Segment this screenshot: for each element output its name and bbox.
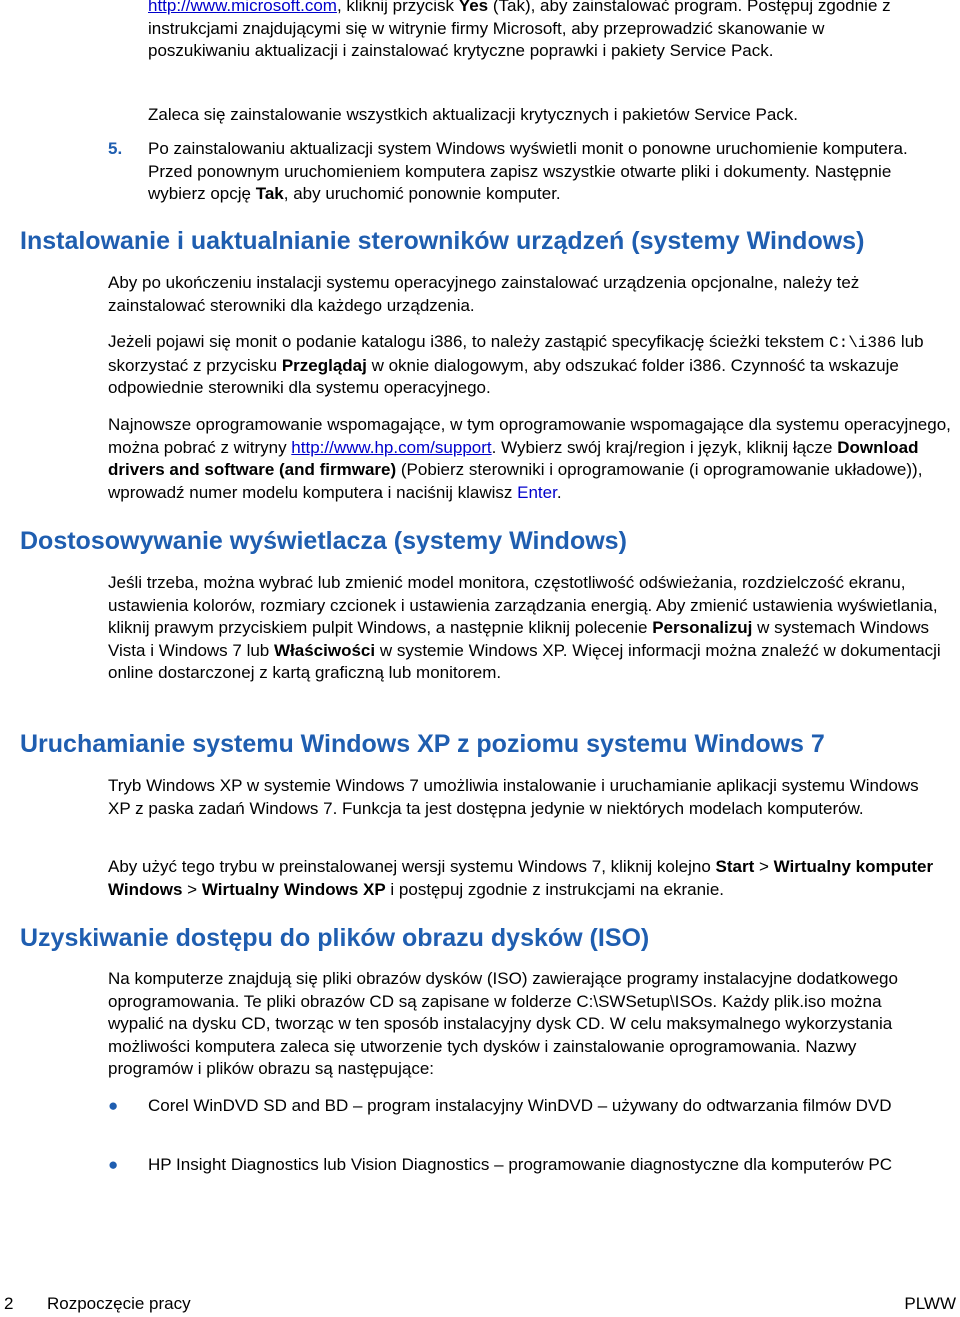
browse-button-label: Przeglądaj xyxy=(281,355,367,375)
drivers-p2-b: lub skorzystać z przycisku xyxy=(108,332,924,375)
heading-xp-mode: Uruchamianie systemu Windows XP z poziomu systemu Windows 7 xyxy=(20,730,825,758)
heading-display: Dostosowywanie wyświetlacza (systemy Windows) xyxy=(20,527,627,555)
drivers-p2-c: w oknie dialogowym, aby odszukać folder i386. Czynność ta wskazuje odpowiednie sterowniki dla systemu operacyjnego. xyxy=(108,355,899,398)
list-item: HP Insight Diagnostics lub Vision Diagnostics – programowanie diagnostyczne dla komputerów PC xyxy=(148,1155,892,1174)
list-item: Corel WinDVD SD and BD – program instalacyjny WinDVD – używany do odtwarzania filmów DVD xyxy=(148,1096,892,1115)
drivers-paragraph-1: Aby po ukończeniu instalacji systemu operacyjnego zainstalować urządzenia opcjonalne, należy też zainstalować sterowniki dla każdego urządzenia. xyxy=(108,273,860,315)
intro-paragraph xyxy=(148,0,918,63)
microsoft-link[interactable]: http://www.microsoft.com xyxy=(148,0,337,15)
xp-mode-paragraph-1: Tryb Windows XP w systemie Windows 7 umożliwia instalowanie i uruchamianie aplikacji systemu Windows XP z paska zadań Windows 7. Funkcja ta jest dostępna jedynie w niektórych modelach komputerów. xyxy=(108,776,919,818)
step-5-text xyxy=(148,138,918,206)
heading-drivers: Instalowanie i uaktualnianie sterowników urządzeń (systemy Windows) xyxy=(20,227,865,255)
intro-text-a: , kliknij przycisk xyxy=(336,0,459,15)
virtual-xp-label: Wirtualny Windows XP xyxy=(201,879,386,899)
step-number: 5. xyxy=(108,139,123,158)
start-label: Start xyxy=(715,857,755,876)
locale-code: PLWW xyxy=(904,1294,956,1313)
virtual-pc-label: Wirtualny komputer Windows xyxy=(108,857,934,899)
xp-p2-gt1: > xyxy=(754,857,774,876)
step-5-text-a: Po zainstalowaniu aktualizacji system Windows wyświetli monit o ponowne uruchomienie komputera. Przed ponownym uruchomieniem komputera zapisz wszystkie otwarte pliki i dokumenty. Następnie wybierz opcję xyxy=(148,139,908,204)
path-code: C:\i386 xyxy=(828,334,897,352)
display-p1-c: w systemie Windows XP. Więcej informacji można znaleźć w dokumentacji online dostarczonej z kartą graficzną lub monitorem. xyxy=(108,640,941,683)
display-p1-b: w systemach Windows Vista i Windows 7 lub xyxy=(108,618,930,660)
service-pack-note: Zaleca się zainstalowanie wszystkich aktualizacji krytycznych i pakietów Service Pack. xyxy=(148,105,799,124)
heading-iso: Uzyskiwanie dostępu do plików obrazu dysków (ISO) xyxy=(20,924,650,952)
hp-support-link[interactable]: http://www.hp.com/support xyxy=(291,437,492,457)
drivers-p3-d: . xyxy=(556,482,562,502)
drivers-p3-b: . Wybierz swój kraj/region i język, kliknij łącze xyxy=(491,437,838,457)
xp-p2-c: i postępuj zgodnie z instrukcjami na ekranie. xyxy=(385,879,724,899)
download-drivers-label: Download drivers and software (and firmware) xyxy=(108,437,919,480)
intro-text-b: (Tak), aby zainstalować program. Postępuj zgodnie z instrukcjami znajdującymi się w witrynie firmy Microsoft, aby przeprowadzić skanowanie w poszukiwaniu aktualizacji i zainstalować krytyczne poprawki i pakiety Service Pack. xyxy=(148,0,891,61)
xp-mode-paragraph-2 xyxy=(108,856,948,901)
bullet-icon: ● xyxy=(108,1155,119,1174)
iso-paragraph: Na komputerze znajdują się pliki obrazów dysków (ISO) zawierające programy instalacyjne dodatkowego oprogramowania. Te pliki obrazów CD są zapisane w folderze C:\SWSetup\ISOs. Każdy plik.iso można wypalić na dysku CD, tworząc w ten sposób instalacyjny dysk CD. W celu maksymalnego wykorzystania możliwości komputera zaleca się utworzenie tych dysków i zainstalowanie oprogramowania. Nazwy programów i plików obrazu są następujące: xyxy=(108,969,898,1079)
yes-label: Yes xyxy=(458,0,489,15)
drivers-p3-a: Najnowsze oprogramowanie wspomagające, w tym oprogramowanie wspomagające dla systemu operacyjnego, można pobrać z witryny xyxy=(108,415,951,457)
bullet-icon: ● xyxy=(108,1096,119,1115)
chapter-title: Rozpoczęcie pracy xyxy=(47,1294,191,1313)
page-number: 2 xyxy=(4,1294,14,1313)
display-p1-a: Jeśli trzeba, można wybrać lub zmienić model monitora, częstotliwość odświeżania, rozdzielczość ekranu, ustawienia kolorów, rozmiary czcionek i ustawienia zarządzania energią. Aby zmienić ustawienia wyświetlania, kliknij prawym przyciskiem pulpit Windows, a następnie kliknij polecenie xyxy=(108,573,938,638)
personalize-label: Personalizuj xyxy=(652,618,753,638)
xp-p2-gt2: > xyxy=(182,879,202,899)
drivers-p3-c: (Pobierz sterowniki i oprogramowanie (i oprogramowanie układowe)), wprowadź numer modelu komputera i naciśnij klawisz xyxy=(108,460,923,502)
drivers-paragraph-3 xyxy=(108,414,953,504)
properties-label: Właściwości xyxy=(273,640,376,660)
display-paragraph xyxy=(108,572,943,685)
drivers-paragraph-2 xyxy=(108,331,946,400)
xp-p2-a: Aby użyć tego trybu w preinstalowanej wersji systemu Windows 7, kliknij kolejno xyxy=(108,857,716,876)
drivers-p2-a: Jeżeli pojawi się monit o podanie katalogu i386, to należy zastąpić specyfikację ścieżki tekstem xyxy=(108,332,829,351)
tak-label: Tak xyxy=(255,184,284,204)
step-5-text-b: , aby uruchomić ponownie komputer. xyxy=(283,184,561,204)
enter-key: Enter xyxy=(517,482,557,502)
